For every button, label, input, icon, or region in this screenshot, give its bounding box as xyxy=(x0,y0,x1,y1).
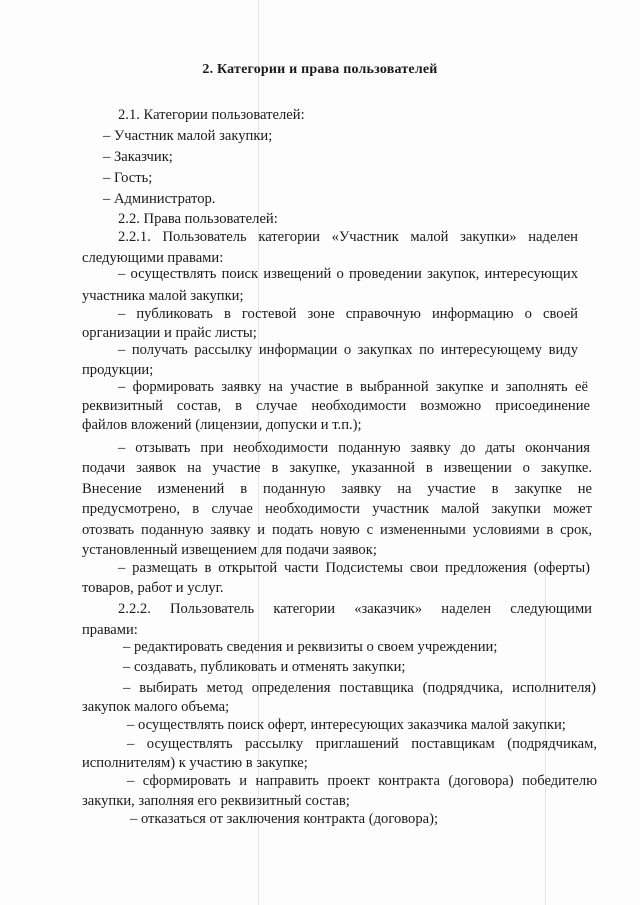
text-line: – сформировать и направить проект контракта (договора) победителю xyxy=(127,773,597,789)
text-line: – Участник малой закупки; xyxy=(103,128,273,144)
text-line: – отзывать при необходимости поданную заявку до даты окончания xyxy=(118,440,590,456)
text-line: реквизитный состав, в случае необходимости возможно присоединение xyxy=(82,398,590,414)
text-line: – Заказчик; xyxy=(103,149,173,165)
text-line: установленный извещением для подачи заявок; xyxy=(82,542,377,558)
text-line: – выбирать метод определения поставщика (подрядчика, исполнителя) xyxy=(123,680,596,696)
text-line: закупки, заполняя его реквизитный состав; xyxy=(82,793,350,809)
text-line: исполнителям) к участию в закупке; xyxy=(82,755,308,771)
text-line: следующими правами: xyxy=(82,250,224,266)
text-line: – публиковать в гостевой зоне справочную информацию о своей xyxy=(118,306,578,322)
text-line: – осуществлять поиск извещений о проведении закупок, интересующих xyxy=(118,266,578,282)
text-line: – Администратор. xyxy=(103,191,216,207)
text-line: 2.2.1. Пользователь категории «Участник малой закупки» наделен xyxy=(118,229,578,245)
text-line: 2.2. Права пользователей: xyxy=(118,211,278,227)
text-line: участника малой закупки; xyxy=(82,288,244,304)
text-line: – редактировать сведения и реквизиты о своем учреждении; xyxy=(123,639,498,655)
text-line: – осуществлять рассылку приглашений поставщикам (подрядчикам, xyxy=(127,736,597,752)
text-line: – осуществлять поиск оферт, интересующих заказчика малой закупки; xyxy=(127,717,566,733)
text-line: продукции; xyxy=(82,362,154,378)
text-line: – Гость; xyxy=(103,170,153,186)
text-line: правами: xyxy=(82,622,138,638)
text-line: – отказаться от заключения контракта (договора); xyxy=(130,811,439,827)
text-line: – создавать, публиковать и отменять закупки; xyxy=(123,659,406,675)
text-line: подачи заявок на участие в закупке, указанной в извещении о закупке. xyxy=(82,460,592,476)
text-line: – получать рассылку информации о закупках по интересующему виду xyxy=(118,342,578,358)
text-line: предусмотрено, в случае необходимости участник малой закупки может xyxy=(82,501,592,517)
text-line: 2.1. Категории пользователей: xyxy=(118,107,305,123)
text-line: Внесение изменений в поданную заявку на участие в закупке не xyxy=(82,481,592,497)
text-line: – размещать в открытой части Подсистемы свои предложения (оферты) xyxy=(118,560,590,576)
text-line: закупок малого объема; xyxy=(82,699,230,715)
text-line: отозвать поданную заявку и подать новую с измененными условиями в срок, xyxy=(82,522,592,538)
text-line: файлов вложений (лицензии, допуски и т.п.); xyxy=(82,417,362,433)
text-line: – формировать заявку на участие в выбранной закупке и заполнять её xyxy=(118,379,588,395)
text-line: организации и прайс листы; xyxy=(82,325,257,341)
text-line: товаров, работ и услуг. xyxy=(82,580,224,596)
text-line: 2.2.2. Пользователь категории «заказчик» наделен следующими xyxy=(118,601,592,617)
section-heading: 2. Категории и права пользователей xyxy=(202,62,438,77)
